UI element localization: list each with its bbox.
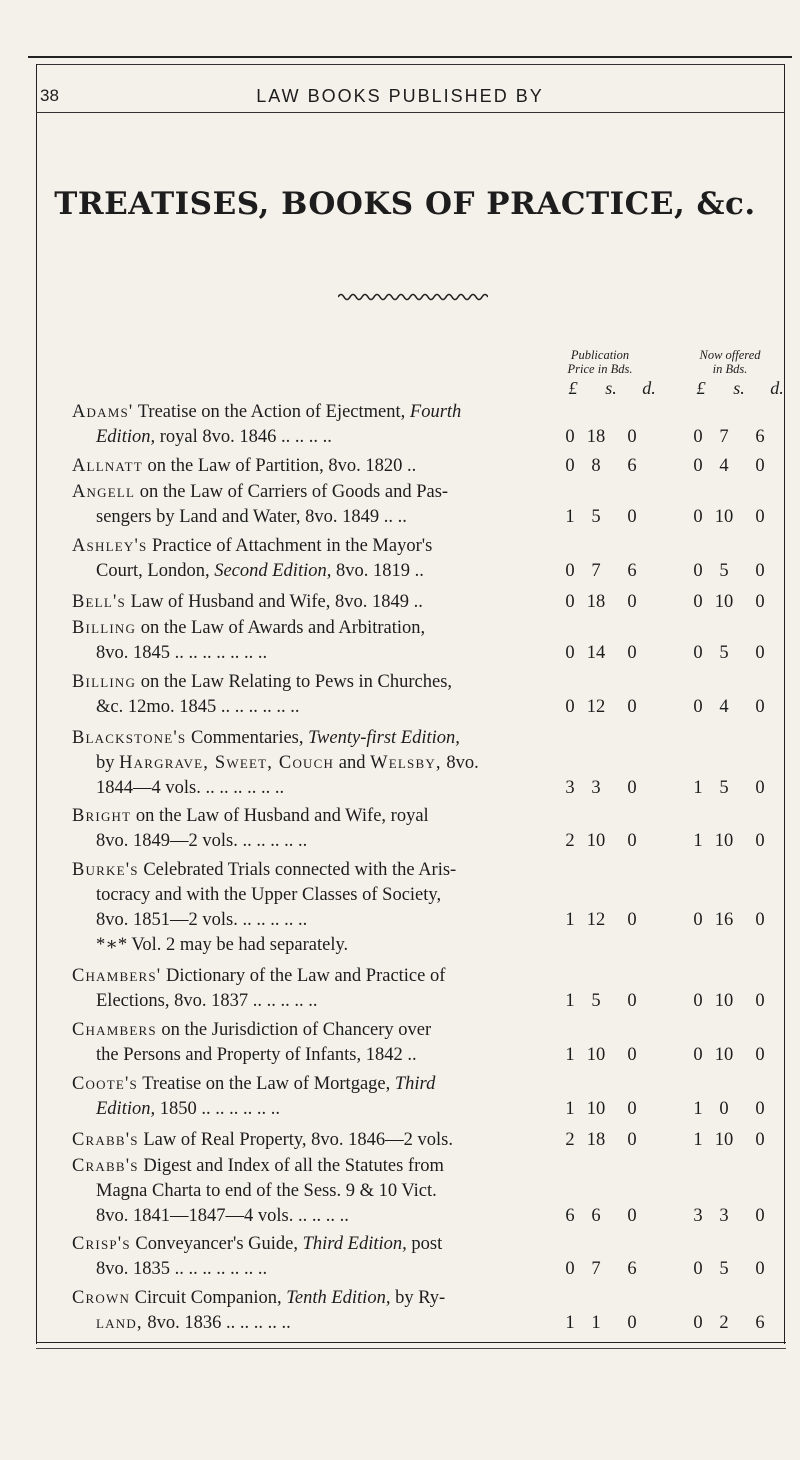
title-text: on the Law of Carriers of Goods and Pas- bbox=[135, 482, 449, 502]
frame-top-inner-rule bbox=[36, 64, 784, 65]
offered-price: 0 bbox=[755, 561, 765, 581]
entry-line bbox=[72, 425, 796, 450]
offered-price: 1 bbox=[693, 1099, 703, 1119]
offered-price: 5 bbox=[719, 561, 729, 581]
publication-price: 0 bbox=[627, 592, 637, 612]
publication-heading-line1: Publication bbox=[570, 348, 630, 362]
offered-price: 0 bbox=[755, 507, 765, 527]
title-text: on the Law Relating to Pews in Churches, bbox=[136, 672, 453, 692]
title-text: Dictionary of the Law and Practice of bbox=[161, 966, 446, 986]
book-entry bbox=[72, 480, 796, 530]
publication-price: 0 bbox=[627, 1099, 637, 1119]
entry-text bbox=[72, 400, 461, 425]
editor-name: land, bbox=[96, 1313, 143, 1333]
entry-line bbox=[72, 989, 796, 1014]
now-offered-heading bbox=[680, 348, 780, 376]
publication-price: 18 bbox=[586, 427, 606, 447]
author-name: Chambers' bbox=[72, 966, 162, 986]
entry-line bbox=[72, 776, 796, 801]
offered-price: 0 bbox=[755, 910, 765, 930]
editor-name: Hargrave, Sweet, Couch bbox=[119, 753, 335, 773]
entry-line bbox=[72, 695, 796, 720]
entry-line bbox=[72, 964, 796, 989]
book-entry bbox=[72, 1128, 796, 1153]
title-text: Celebrated Trials connected with the Aris- bbox=[138, 860, 457, 880]
offered-price: 0 bbox=[755, 831, 765, 851]
offered-price: 0 bbox=[755, 1045, 765, 1065]
entry-text bbox=[96, 559, 424, 584]
wavy-ornament-rule bbox=[338, 292, 488, 302]
entry-text bbox=[72, 590, 423, 615]
author-name: Adams' bbox=[72, 402, 134, 422]
book-entry bbox=[72, 804, 796, 854]
offered-price: 0 bbox=[693, 991, 703, 1011]
title-text: by Ry- bbox=[390, 1288, 446, 1308]
offered-price: 1 bbox=[693, 778, 703, 798]
offered-price: 0 bbox=[693, 910, 703, 930]
publication-price: 18 bbox=[586, 1130, 606, 1150]
title-text: the Persons and Property of Infants, 1842 .. bbox=[96, 1045, 417, 1065]
publication-price: 0 bbox=[627, 1206, 637, 1226]
author-name: Ashley's bbox=[72, 536, 148, 556]
book-entry bbox=[72, 534, 796, 584]
author-name: Chambers bbox=[72, 1020, 157, 1040]
author-name: Blackstone's bbox=[72, 728, 187, 748]
book-entry bbox=[72, 964, 796, 1014]
entry-note: *∗* Vol. 2 may be had separately. bbox=[96, 935, 349, 955]
title-text: royal 8vo. 1846 .. .. .. .. bbox=[155, 427, 332, 447]
entry-text bbox=[72, 858, 456, 883]
publication-price: 1 bbox=[565, 507, 575, 527]
title-text: Treatise on the Law of Mortgage, bbox=[137, 1074, 395, 1094]
pence-label: d. bbox=[770, 378, 784, 398]
entry-text bbox=[72, 670, 452, 695]
entry-text bbox=[96, 1311, 291, 1336]
offered-price: 1 bbox=[693, 1130, 703, 1150]
book-entry bbox=[72, 590, 796, 615]
entry-line bbox=[72, 505, 796, 530]
publication-price: 10 bbox=[586, 1045, 606, 1065]
bottom-rule-outer bbox=[36, 1342, 786, 1343]
entry-text: 1844—4 vols. .. .. .. .. .. .. bbox=[96, 778, 285, 798]
publication-price: 1 bbox=[565, 991, 575, 1011]
publication-price: 0 bbox=[627, 427, 637, 447]
entry-line bbox=[72, 534, 796, 559]
author-name: Billing bbox=[72, 618, 137, 638]
offered-price: 0 bbox=[693, 592, 703, 612]
frame-left-rule bbox=[36, 64, 37, 1344]
entry-line bbox=[72, 590, 796, 615]
book-entry bbox=[72, 858, 796, 958]
entry-line bbox=[72, 616, 796, 641]
entry-line bbox=[72, 670, 796, 695]
entry-line bbox=[72, 1257, 796, 1282]
offered-price: 0 bbox=[755, 592, 765, 612]
publication-heading-line2: Price in Bds. bbox=[567, 362, 633, 376]
entry-text bbox=[72, 1018, 431, 1043]
publication-currency-heading bbox=[558, 378, 698, 399]
edition-text: Tenth Edition, bbox=[286, 1288, 391, 1308]
entry-line bbox=[72, 751, 796, 776]
publication-price: 6 bbox=[627, 1259, 637, 1279]
edition-text: Edition, bbox=[96, 1099, 156, 1119]
offered-price: 0 bbox=[755, 1206, 765, 1226]
pound-label: £ bbox=[696, 378, 706, 398]
title-text: sengers by Land and Water, 8vo. 1849 .. .. bbox=[96, 507, 407, 527]
entry-text bbox=[72, 480, 448, 505]
book-entry bbox=[72, 1232, 796, 1282]
title-text: Digest and Index of all the Statutes from bbox=[138, 1156, 444, 1176]
offered-price: 10 bbox=[714, 1130, 734, 1150]
title-text: &c. 12mo. 1845 .. .. .. .. .. .. bbox=[96, 697, 300, 717]
title-text: 8vo. 1835 .. .. .. .. .. .. .. bbox=[96, 1259, 268, 1279]
header-rule bbox=[36, 112, 784, 113]
publication-price: 0 bbox=[565, 1259, 575, 1279]
entry-text bbox=[96, 751, 479, 776]
entry-line bbox=[72, 804, 796, 829]
title-text: Practice of Attachment in the Mayor's bbox=[147, 536, 433, 556]
entry-line bbox=[72, 480, 796, 505]
entry-line bbox=[72, 1128, 796, 1153]
entry-line bbox=[72, 1072, 796, 1097]
publication-price: 6 bbox=[627, 456, 637, 476]
now-offered-heading-line1: Now offered bbox=[699, 348, 761, 362]
title-text: on the Jurisdiction of Chancery over bbox=[156, 1020, 432, 1040]
offered-price: 2 bbox=[719, 1313, 729, 1333]
entry-text bbox=[96, 883, 441, 908]
publication-price: 12 bbox=[586, 697, 606, 717]
author-name: Bell's bbox=[72, 592, 126, 612]
entry-line bbox=[72, 1204, 796, 1229]
entry-line bbox=[72, 1179, 796, 1204]
edition-text: Second Edition, bbox=[214, 561, 332, 581]
author-name: Burke's bbox=[72, 860, 139, 880]
entry-line bbox=[72, 400, 796, 425]
title-text: tocracy and with the Upper Classes of Society, bbox=[96, 885, 442, 905]
publication-price: 1 bbox=[565, 910, 575, 930]
offered-price: 0 bbox=[693, 1313, 703, 1333]
title-text: 1850 .. .. .. .. .. .. bbox=[155, 1099, 280, 1119]
entry-text bbox=[96, 425, 332, 450]
author-name: Crabb's bbox=[72, 1156, 139, 1176]
offered-price: 16 bbox=[714, 910, 734, 930]
entry-text bbox=[96, 1097, 280, 1122]
publication-price: 0 bbox=[565, 697, 575, 717]
offered-price: 5 bbox=[719, 1259, 729, 1279]
entry-text bbox=[96, 695, 300, 720]
publication-price: 0 bbox=[565, 427, 575, 447]
book-entry bbox=[72, 1286, 796, 1336]
author-name: Coote's bbox=[72, 1074, 138, 1094]
title-text: Magna Charta to end of the Sess. 9 & 10 Vict. bbox=[96, 1181, 437, 1201]
title-text: and bbox=[334, 753, 371, 773]
entry-text bbox=[72, 616, 425, 641]
offered-price: 0 bbox=[755, 697, 765, 717]
title-text: on the Law of Husband and Wife, royal bbox=[131, 806, 429, 826]
book-entry bbox=[72, 1154, 796, 1229]
title-text: on the Law of Awards and Arbitration, bbox=[136, 618, 426, 638]
title-text: on the Law of Partition, 8vo. 1820 .. bbox=[142, 456, 417, 476]
offered-price: 10 bbox=[714, 991, 734, 1011]
entry-line bbox=[72, 1154, 796, 1179]
publication-price: 10 bbox=[586, 1099, 606, 1119]
book-entry bbox=[72, 670, 796, 720]
entry-text: 8vo. 1851—2 vols. .. .. .. .. .. bbox=[96, 910, 308, 930]
publication-price: 0 bbox=[565, 561, 575, 581]
offered-price: 0 bbox=[693, 561, 703, 581]
editor-name: Welsby, bbox=[370, 753, 442, 773]
entry-line bbox=[72, 559, 796, 584]
author-name: Crabb's bbox=[72, 1130, 139, 1150]
bottom-rule-inner bbox=[36, 1348, 786, 1349]
offered-price: 10 bbox=[714, 592, 734, 612]
entry-text bbox=[72, 1154, 444, 1179]
entry-line bbox=[72, 641, 796, 666]
offered-price: 0 bbox=[755, 991, 765, 1011]
offered-price: 0 bbox=[755, 643, 765, 663]
entry-text bbox=[72, 804, 429, 829]
publication-price: 7 bbox=[591, 1259, 601, 1279]
title-text: Court, London, bbox=[96, 561, 215, 581]
publication-price: 6 bbox=[627, 561, 637, 581]
publication-price: 6 bbox=[591, 1206, 601, 1226]
offered-price: 10 bbox=[714, 507, 734, 527]
title-text: Commentaries, bbox=[186, 728, 309, 748]
offered-price: 1 bbox=[693, 831, 703, 851]
offered-price: 0 bbox=[693, 697, 703, 717]
entry-line bbox=[72, 829, 796, 854]
author-name: Angell bbox=[72, 482, 136, 502]
publication-price: 0 bbox=[627, 1045, 637, 1065]
shilling-label: s. bbox=[605, 378, 617, 398]
now-offered-heading-line2: in Bds. bbox=[712, 362, 748, 376]
offered-price: 0 bbox=[755, 778, 765, 798]
offered-price: 6 bbox=[755, 1313, 765, 1333]
book-entry bbox=[72, 1018, 796, 1068]
publication-price: 1 bbox=[565, 1099, 575, 1119]
offered-price: 3 bbox=[719, 1206, 729, 1226]
offered-price: 5 bbox=[719, 643, 729, 663]
entry-line bbox=[72, 1043, 796, 1068]
offered-price: 7 bbox=[719, 427, 729, 447]
section-title: TREATISES, BOOKS OF PRACTICE, &c. bbox=[54, 186, 756, 222]
entry-text bbox=[72, 454, 416, 479]
publication-price: 0 bbox=[627, 1313, 637, 1333]
entry-text bbox=[96, 1179, 437, 1204]
entry-text bbox=[72, 964, 445, 989]
entry-text bbox=[72, 1286, 445, 1311]
edition-text: Third Edition, bbox=[302, 1234, 407, 1254]
publication-price: 0 bbox=[627, 1130, 637, 1150]
offered-price: 4 bbox=[719, 697, 729, 717]
publication-price: 1 bbox=[565, 1313, 575, 1333]
frame-top-outer-rule bbox=[28, 56, 792, 58]
book-entry bbox=[72, 616, 796, 666]
offered-price: 0 bbox=[693, 427, 703, 447]
offered-price: 0 bbox=[693, 456, 703, 476]
publication-price: 3 bbox=[591, 778, 601, 798]
publication-price: 0 bbox=[565, 643, 575, 663]
offered-price: 0 bbox=[719, 1099, 729, 1119]
entry-line bbox=[72, 454, 796, 479]
entry-text bbox=[72, 1232, 442, 1257]
publication-price: 6 bbox=[565, 1206, 575, 1226]
title-text: Elections, 8vo. 1837 .. .. .. .. .. bbox=[96, 991, 318, 1011]
title-text: 8vo. 1849—2 vols. .. .. .. .. .. bbox=[96, 831, 308, 851]
title-text: Conveyancer's Guide, bbox=[130, 1234, 303, 1254]
title-text: 8vo. 1845 .. .. .. .. .. .. .. bbox=[96, 643, 268, 663]
offered-price: 0 bbox=[755, 1259, 765, 1279]
publication-price: 10 bbox=[586, 831, 606, 851]
offered-price: 0 bbox=[693, 643, 703, 663]
title-text: Treatise on the Action of Ejectment, bbox=[133, 402, 410, 422]
publication-price: 14 bbox=[586, 643, 606, 663]
entry-text: 8vo. 1841—1847—4 vols. .. .. .. .. bbox=[96, 1206, 349, 1226]
page-number: 38 bbox=[40, 86, 59, 105]
offered-price: 6 bbox=[755, 427, 765, 447]
book-entry bbox=[72, 726, 796, 801]
running-head: LAW BOOKS PUBLISHED BY bbox=[256, 86, 544, 106]
entry-line bbox=[72, 1097, 796, 1122]
publication-price: 0 bbox=[627, 697, 637, 717]
title-text: 8vo. bbox=[441, 753, 479, 773]
publication-price: 18 bbox=[586, 592, 606, 612]
entry-text bbox=[96, 641, 267, 666]
title-text: 8vo. 1819 .. bbox=[331, 561, 424, 581]
offered-price: 10 bbox=[714, 1045, 734, 1065]
entry-line bbox=[72, 726, 796, 751]
entry-text bbox=[72, 1072, 435, 1097]
publication-price: 1 bbox=[565, 1045, 575, 1065]
author-name: Crown bbox=[72, 1288, 131, 1308]
offered-price: 10 bbox=[714, 831, 734, 851]
entry-text bbox=[96, 505, 407, 530]
publication-price: 8 bbox=[591, 456, 601, 476]
edition-text: Twenty-first Edition, bbox=[308, 728, 460, 748]
entry-line bbox=[72, 908, 796, 933]
entry-line bbox=[72, 858, 796, 883]
offered-price: 5 bbox=[719, 778, 729, 798]
edition-text: Fourth bbox=[409, 402, 462, 422]
entry-text bbox=[72, 534, 432, 559]
book-entry bbox=[72, 1072, 796, 1122]
publication-price: 0 bbox=[565, 456, 575, 476]
publication-price: 2 bbox=[565, 1130, 575, 1150]
offered-price: 0 bbox=[693, 507, 703, 527]
publication-price: 12 bbox=[586, 910, 606, 930]
edition-text: Third bbox=[394, 1074, 436, 1094]
author-name: Billing bbox=[72, 672, 137, 692]
publication-price: 0 bbox=[627, 991, 637, 1011]
title-text: by bbox=[96, 753, 120, 773]
publication-price: 0 bbox=[627, 778, 637, 798]
publication-price: 0 bbox=[627, 507, 637, 527]
publication-price: 0 bbox=[565, 592, 575, 612]
entry-text bbox=[96, 1257, 267, 1282]
author-name: Crisp's bbox=[72, 1234, 131, 1254]
pound-label: £ bbox=[568, 378, 578, 398]
publication-price-heading bbox=[540, 348, 660, 376]
entry-text bbox=[96, 829, 307, 854]
title-text: Circuit Companion, bbox=[130, 1288, 287, 1308]
offered-price: 0 bbox=[693, 1045, 703, 1065]
title-text: Law of Husband and Wife, 8vo. 1849 .. bbox=[125, 592, 423, 612]
publication-price: 5 bbox=[591, 991, 601, 1011]
offered-price: 0 bbox=[755, 1130, 765, 1150]
entry-line bbox=[72, 1286, 796, 1311]
offered-price: 0 bbox=[755, 456, 765, 476]
publication-price: 1 bbox=[591, 1313, 601, 1333]
author-name: Bright bbox=[72, 806, 132, 826]
title-text: Law of Real Property, 8vo. 1846—2 vols. bbox=[138, 1130, 454, 1150]
publication-price: 5 bbox=[591, 507, 601, 527]
edition-text: Edition, bbox=[96, 427, 156, 447]
publication-price: 3 bbox=[565, 778, 575, 798]
book-entry bbox=[72, 400, 796, 450]
publication-price: 0 bbox=[627, 831, 637, 851]
author-name: Allnatt bbox=[72, 456, 143, 476]
book-entry bbox=[72, 454, 796, 479]
entry-text bbox=[72, 726, 460, 751]
publication-price: 7 bbox=[591, 561, 601, 581]
offered-price: 3 bbox=[693, 1206, 703, 1226]
offered-price: 4 bbox=[719, 456, 729, 476]
pence-label: d. bbox=[642, 378, 656, 398]
entry-line bbox=[72, 883, 796, 908]
entry-text bbox=[96, 1043, 417, 1068]
entry-text bbox=[72, 1128, 453, 1153]
entry-line bbox=[72, 1018, 796, 1043]
title-text: 8vo. 1836 .. .. .. .. .. bbox=[142, 1313, 291, 1333]
offered-price: 0 bbox=[693, 1259, 703, 1279]
title-text: post bbox=[406, 1234, 443, 1254]
entry-line bbox=[72, 1232, 796, 1257]
entry-line bbox=[72, 1311, 796, 1336]
shilling-label: s. bbox=[733, 378, 745, 398]
entry-text bbox=[96, 989, 317, 1014]
publication-price: 2 bbox=[565, 831, 575, 851]
publication-price: 0 bbox=[627, 643, 637, 663]
offered-price: 0 bbox=[755, 1099, 765, 1119]
publication-price: 0 bbox=[627, 910, 637, 930]
now-currency-heading bbox=[686, 378, 800, 399]
